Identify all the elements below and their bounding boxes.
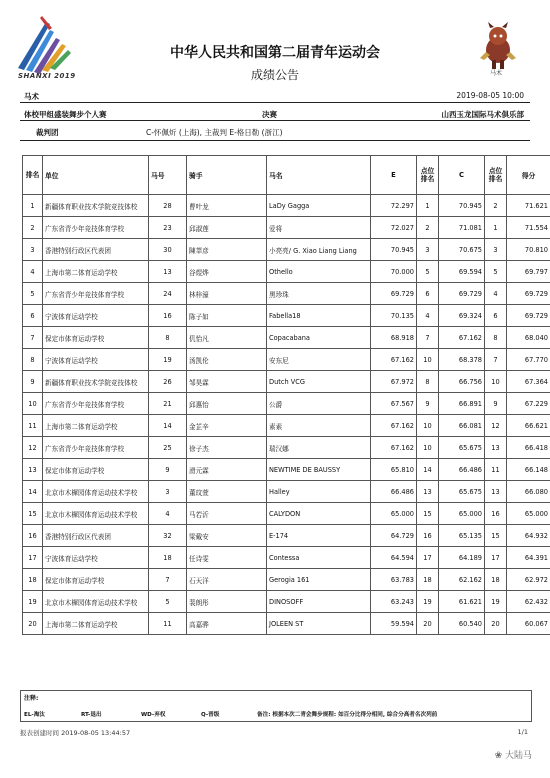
cell-horse-name: 安东尼: [267, 349, 371, 371]
cell-e-score: 70.945: [371, 239, 417, 261]
cell-horse-no: 30: [149, 239, 187, 261]
cell-horse-no: 8: [149, 327, 187, 349]
cell-c-score: 64.189: [439, 547, 485, 569]
cell-c-score: 69.594: [439, 261, 485, 283]
cell-rider: 马若沂: [187, 503, 267, 525]
cell-rider: 邱惠怡: [187, 393, 267, 415]
legend-q: Q-晋级: [201, 712, 220, 718]
cell-horse-name: 公爵: [267, 393, 371, 415]
cell-horse-name: E-174: [267, 525, 371, 547]
cell-rider: 林梓濠: [187, 283, 267, 305]
cell-c-score: 65.135: [439, 525, 485, 547]
page-number: 1/1: [517, 728, 528, 736]
logo-text: SHANXI 2019: [18, 72, 76, 80]
cell-e-rank: 15: [417, 503, 439, 525]
legend-el: EL-淘汰: [24, 712, 45, 718]
cell-e-rank: 2: [417, 217, 439, 239]
cell-rider: 石天洋: [187, 569, 267, 591]
cell-unit: 上海市第二体育运动学校: [43, 613, 149, 635]
cell-c-score: 67.162: [439, 327, 485, 349]
cell-rider: 邹昊霖: [187, 371, 267, 393]
cell-c-rank: 20: [485, 613, 507, 635]
cell-horse-no: 16: [149, 305, 187, 327]
table-row: [23, 591, 550, 613]
cell-horse-name: 素素: [267, 415, 371, 437]
cell-rank: 5: [23, 283, 43, 305]
page-subtitle: 成绩公告: [250, 68, 299, 82]
cell-c-score: 71.081: [439, 217, 485, 239]
cell-c-score: 66.081: [439, 415, 485, 437]
cell-rank: 18: [23, 569, 43, 591]
cell-e-score: 70.000: [371, 261, 417, 283]
cell-horse-name: 黑珍珠: [267, 283, 371, 305]
round-name: 决赛: [262, 110, 277, 119]
cell-rider: 徐子杰: [187, 437, 267, 459]
cell-e-rank: 1: [417, 195, 439, 217]
cell-c-rank: 15: [485, 525, 507, 547]
table-row: [23, 481, 550, 503]
cell-e-score: 67.972: [371, 371, 417, 393]
cell-horse-name: 瑞汉娜: [267, 437, 371, 459]
header-e-rank: 点位排名: [417, 156, 439, 195]
cell-e-score: 63.243: [371, 591, 417, 613]
cell-total-score: 62.972: [507, 569, 550, 591]
cell-rider: 陈子如: [187, 305, 267, 327]
cell-e-score: 67.567: [371, 393, 417, 415]
cell-e-score: 65.000: [371, 503, 417, 525]
cell-c-rank: 2: [485, 195, 507, 217]
divider: [20, 140, 530, 141]
cell-total-score: 65.000: [507, 503, 550, 525]
cell-unit: 新疆体育职业技术学院竞技体校: [43, 195, 149, 217]
cell-c-score: 68.378: [439, 349, 485, 371]
cell-horse-name: 爱将: [267, 217, 371, 239]
header-unit: 单位: [43, 156, 149, 195]
cell-e-rank: 4: [417, 305, 439, 327]
cell-rider: 金芷辛: [187, 415, 267, 437]
cell-rider: 滑元霖: [187, 459, 267, 481]
cell-unit: 香港特别行政区代表团: [43, 239, 149, 261]
cell-unit: 宁波体育运动学校: [43, 349, 149, 371]
cell-horse-no: 5: [149, 591, 187, 613]
cell-e-rank: 13: [417, 481, 439, 503]
cell-horse-no: 4: [149, 503, 187, 525]
cell-rank: 9: [23, 371, 43, 393]
cell-e-score: 69.729: [371, 283, 417, 305]
table-row: [23, 349, 550, 371]
cell-horse-no: 14: [149, 415, 187, 437]
cell-horse-no: 26: [149, 371, 187, 393]
cell-e-score: 67.162: [371, 437, 417, 459]
header-rider: 骑手: [187, 156, 267, 195]
table-header-row: [23, 156, 550, 195]
cell-unit: 广东省青少年竞技体育学校: [43, 217, 149, 239]
cell-total-score: 66.418: [507, 437, 550, 459]
cell-c-rank: 9: [485, 393, 507, 415]
table-row: [23, 393, 550, 415]
cell-rank: 11: [23, 415, 43, 437]
created-time: 报表创建时间 2019-08-05 13:44:57: [20, 729, 131, 737]
cell-c-rank: 13: [485, 437, 507, 459]
cell-c-rank: 16: [485, 503, 507, 525]
cell-c-rank: 5: [485, 261, 507, 283]
divider: [20, 120, 530, 121]
cell-c-score: 65.000: [439, 503, 485, 525]
cell-unit: 保定市体育运动学校: [43, 459, 149, 481]
table-row: [23, 195, 550, 217]
cell-horse-name: Othello: [267, 261, 371, 283]
cell-total-score: 71.621: [507, 195, 550, 217]
cell-c-rank: 6: [485, 305, 507, 327]
table-row: [23, 371, 550, 393]
cell-total-score: 66.080: [507, 481, 550, 503]
cell-horse-name: Contessa: [267, 547, 371, 569]
cell-e-score: 64.729: [371, 525, 417, 547]
cell-c-score: 61.621: [439, 591, 485, 613]
cell-c-rank: 17: [485, 547, 507, 569]
cell-rider: 谷煜烨: [187, 261, 267, 283]
cell-horse-name: JOLEEN ST: [267, 613, 371, 635]
cell-horse-no: 7: [149, 569, 187, 591]
cell-rider: 邱淑莲: [187, 217, 267, 239]
cell-c-rank: 19: [485, 591, 507, 613]
table-row: [23, 437, 550, 459]
cell-c-rank: 11: [485, 459, 507, 481]
judges-label: 裁判团: [36, 128, 59, 137]
table-row: [23, 503, 550, 525]
legend-rt: RT-退出: [81, 712, 102, 718]
cell-horse-no: 19: [149, 349, 187, 371]
venue-name: 山西玉龙国际马术俱乐部: [441, 110, 524, 119]
cell-rider: 任诗雯: [187, 547, 267, 569]
cell-e-rank: 19: [417, 591, 439, 613]
cell-c-score: 69.729: [439, 283, 485, 305]
cell-c-score: 65.675: [439, 437, 485, 459]
cell-c-rank: 12: [485, 415, 507, 437]
cell-rank: 2: [23, 217, 43, 239]
table-row: [23, 459, 550, 481]
cell-horse-no: 23: [149, 217, 187, 239]
cell-e-score: 70.135: [371, 305, 417, 327]
cell-c-score: 62.162: [439, 569, 485, 591]
judges-value: C-怀佩炘 (上海), 主裁判 E-格日勒 (浙江): [146, 128, 283, 137]
cell-rank: 15: [23, 503, 43, 525]
cell-rider: 仉怡凡: [187, 327, 267, 349]
cell-rank: 7: [23, 327, 43, 349]
cell-rider: 裴朗彤: [187, 591, 267, 613]
cell-c-score: 66.486: [439, 459, 485, 481]
cell-e-score: 65.810: [371, 459, 417, 481]
cell-rank: 14: [23, 481, 43, 503]
notes-label: 注释:: [24, 695, 39, 702]
cell-e-score: 63.783: [371, 569, 417, 591]
cell-horse-name: CALYDON: [267, 503, 371, 525]
cell-e-score: 64.594: [371, 547, 417, 569]
divider: [20, 102, 530, 103]
mascot-caption: 马术: [490, 70, 503, 77]
cell-unit: 北京市木樨园体育运动技术学校: [43, 481, 149, 503]
table-row: [23, 569, 550, 591]
watermark-text: 大陆马: [504, 751, 532, 761]
cell-rider: 曹叶龙: [187, 195, 267, 217]
cell-horse-name: Gerogia 161: [267, 569, 371, 591]
cell-e-rank: 16: [417, 525, 439, 547]
cell-rank: 13: [23, 459, 43, 481]
cell-e-rank: 20: [417, 613, 439, 635]
cell-c-rank: 4: [485, 283, 507, 305]
cell-e-rank: 18: [417, 569, 439, 591]
cell-c-score: 69.324: [439, 305, 485, 327]
cell-horse-name: 小亮亮/ G. Xiao Liang Liang: [267, 239, 371, 261]
cell-e-rank: 10: [417, 349, 439, 371]
cell-rank: 20: [23, 613, 43, 635]
cell-horse-no: 13: [149, 261, 187, 283]
wechat-icon: ❀: [494, 751, 503, 761]
legend-remark: 备注: 根据本次二青会舞步规程: 如百分比得分相同, 综合分高者名次列前: [257, 712, 438, 718]
cell-e-rank: 10: [417, 415, 439, 437]
cell-e-score: 68.918: [371, 327, 417, 349]
cell-total-score: 66.148: [507, 459, 550, 481]
cell-rank: 12: [23, 437, 43, 459]
header-score: 得分: [507, 156, 550, 195]
cell-unit: 广东省青少年竞技体育学校: [43, 437, 149, 459]
cell-unit: 广东省青少年竞技体育学校: [43, 393, 149, 415]
cell-horse-name: Fabella18: [267, 305, 371, 327]
cell-horse-no: 3: [149, 481, 187, 503]
table-row: [23, 217, 550, 239]
cell-unit: 北京市木樨园体育运动技术学校: [43, 503, 149, 525]
cell-horse-name: DINOSOFF: [267, 591, 371, 613]
cell-horse-name: Dutch VCG: [267, 371, 371, 393]
cell-e-score: 67.162: [371, 415, 417, 437]
cell-c-score: 60.540: [439, 613, 485, 635]
cell-horse-name: LaDy Gagga: [267, 195, 371, 217]
header-e: E: [371, 156, 417, 195]
cell-e-rank: 9: [417, 393, 439, 415]
table-row: [23, 261, 550, 283]
page-title: 中华人民共和国第二届青年运动会: [170, 45, 380, 61]
cell-horse-no: 18: [149, 547, 187, 569]
cell-total-score: 70.810: [507, 239, 550, 261]
datetime: 2019-08-05 10:00: [456, 91, 524, 100]
cell-total-score: 69.729: [507, 305, 550, 327]
cell-unit: 宁波体育运动学校: [43, 547, 149, 569]
cell-e-rank: 3: [417, 239, 439, 261]
cell-rider: 董玟萱: [187, 481, 267, 503]
cell-c-score: 66.756: [439, 371, 485, 393]
cell-c-rank: 1: [485, 217, 507, 239]
cell-unit: 新疆体育职业技术学院竞技体校: [43, 371, 149, 393]
table-row: [23, 613, 550, 635]
cell-total-score: 68.040: [507, 327, 550, 349]
cell-c-rank: 7: [485, 349, 507, 371]
cell-unit: 上海市第二体育运动学校: [43, 415, 149, 437]
header-horse-no: 马号: [149, 156, 187, 195]
cell-c-rank: 13: [485, 481, 507, 503]
cell-rank: 3: [23, 239, 43, 261]
header-c-rank: 点位排名: [485, 156, 507, 195]
cell-rider: 汤凯伦: [187, 349, 267, 371]
cell-horse-no: 32: [149, 525, 187, 547]
header-c: C: [439, 156, 485, 195]
cell-unit: 上海市第二体育运动学校: [43, 261, 149, 283]
cell-rank: 10: [23, 393, 43, 415]
notes-box: [20, 690, 532, 722]
cell-total-score: 62.432: [507, 591, 550, 613]
cell-horse-no: 25: [149, 437, 187, 459]
cell-rank: 1: [23, 195, 43, 217]
cell-rank: 6: [23, 305, 43, 327]
sport-label: 马术: [24, 92, 39, 101]
table-row: [23, 239, 550, 261]
legend-wd: WD-弃权: [141, 712, 166, 718]
header-horse-name: 马名: [267, 156, 371, 195]
cell-e-rank: 8: [417, 371, 439, 393]
cell-e-score: 59.594: [371, 613, 417, 635]
cell-e-score: 72.297: [371, 195, 417, 217]
cell-horse-no: 9: [149, 459, 187, 481]
cell-c-rank: 18: [485, 569, 507, 591]
cell-e-score: 72.027: [371, 217, 417, 239]
cell-rider: 高嘉骅: [187, 613, 267, 635]
cell-e-score: 67.162: [371, 349, 417, 371]
cell-rider: 陳莘彦: [187, 239, 267, 261]
cell-rank: 4: [23, 261, 43, 283]
cell-e-rank: 5: [417, 261, 439, 283]
cell-total-score: 67.770: [507, 349, 550, 371]
cell-e-rank: 14: [417, 459, 439, 481]
cell-total-score: 69.729: [507, 283, 550, 305]
cell-e-score: 66.486: [371, 481, 417, 503]
cell-e-rank: 17: [417, 547, 439, 569]
cell-total-score: 60.067: [507, 613, 550, 635]
header-rank: 排名: [23, 156, 43, 195]
cell-horse-no: 21: [149, 393, 187, 415]
cell-horse-no: 28: [149, 195, 187, 217]
results-table: [22, 155, 550, 635]
cell-total-score: 64.932: [507, 525, 550, 547]
cell-c-rank: 10: [485, 371, 507, 393]
table-row: [23, 547, 550, 569]
cell-total-score: 69.797: [507, 261, 550, 283]
cell-horse-name: NEWTIME DE BAUSSY: [267, 459, 371, 481]
cell-rider: 梁戴安: [187, 525, 267, 547]
cell-horse-no: 24: [149, 283, 187, 305]
cell-c-score: 65.675: [439, 481, 485, 503]
cell-unit: 宁波体育运动学校: [43, 305, 149, 327]
cell-total-score: 67.364: [507, 371, 550, 393]
cell-e-rank: 7: [417, 327, 439, 349]
cell-rank: 8: [23, 349, 43, 371]
cell-e-rank: 6: [417, 283, 439, 305]
event-name: 体校甲组盛装舞步个人赛: [24, 110, 107, 119]
watermark: [495, 748, 532, 761]
cell-horse-no: 11: [149, 613, 187, 635]
cell-c-rank: 3: [485, 239, 507, 261]
cell-unit: 香港特别行政区代表团: [43, 525, 149, 547]
table-row: [23, 415, 550, 437]
cell-rank: 17: [23, 547, 43, 569]
cell-horse-name: Halley: [267, 481, 371, 503]
cell-total-score: 64.391: [507, 547, 550, 569]
table-row: [23, 283, 550, 305]
cell-c-score: 66.891: [439, 393, 485, 415]
cell-unit: 保定市体育运动学校: [43, 327, 149, 349]
cell-unit: 北京市木樨园体育运动技术学校: [43, 591, 149, 613]
cell-horse-name: Copacabana: [267, 327, 371, 349]
cell-rank: 19: [23, 591, 43, 613]
cell-c-score: 70.945: [439, 195, 485, 217]
table-row: [23, 525, 550, 547]
cell-c-rank: 8: [485, 327, 507, 349]
table-row: [23, 305, 550, 327]
cell-c-score: 70.675: [439, 239, 485, 261]
cell-unit: 保定市体育运动学校: [43, 569, 149, 591]
cell-total-score: 67.229: [507, 393, 550, 415]
table-row: [23, 327, 550, 349]
cell-total-score: 71.554: [507, 217, 550, 239]
cell-rank: 16: [23, 525, 43, 547]
cell-e-rank: 10: [417, 437, 439, 459]
cell-unit: 广东省青少年竞技体育学校: [43, 283, 149, 305]
cell-total-score: 66.621: [507, 415, 550, 437]
